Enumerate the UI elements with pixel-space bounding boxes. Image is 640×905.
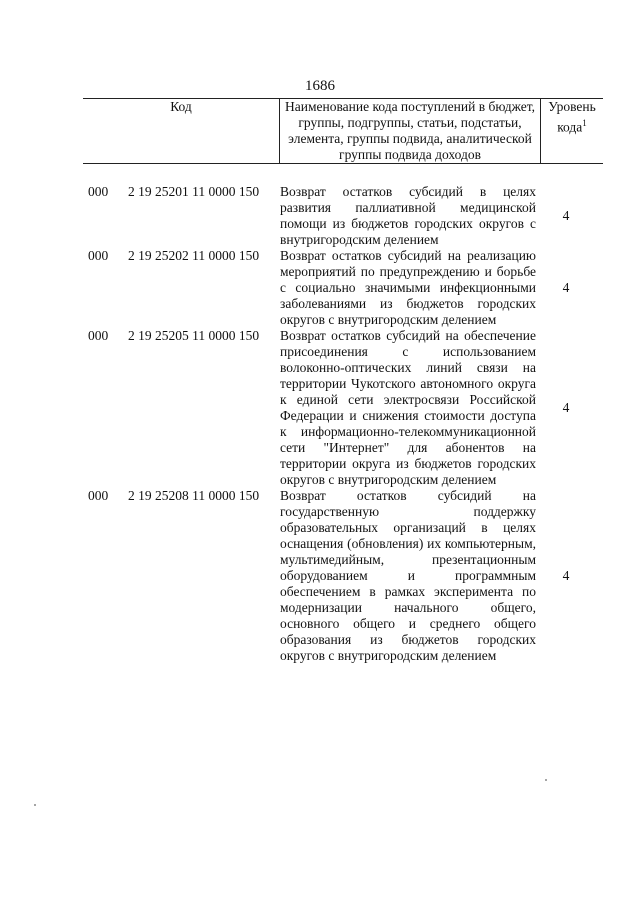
admin-code: 000	[88, 184, 109, 199]
income-code: 2 19 25205 11 0000 150	[128, 328, 260, 343]
table-row	[0, 248, 640, 328]
income-description: Возврат остатков субсидий на реализацию мероприятий по предупреждению и борьбе с социально значимыми инфекционными заболеваниями из бюджетов городских округов с внутригородским делением	[280, 248, 536, 327]
income-code: 2 19 25201 11 0000 150	[128, 184, 260, 199]
table-row	[0, 488, 640, 664]
table-body	[0, 184, 640, 664]
code-level: 4	[562, 208, 570, 223]
table-row	[0, 328, 640, 488]
income-code: 2 19 25208 11 0000 150	[128, 488, 260, 503]
page-number: 1686	[305, 78, 335, 94]
code-level: 4	[562, 400, 570, 415]
scan-speck	[34, 804, 36, 806]
income-description: Возврат остатков субсидий в целях развития паллиативной медицинской помощи из бюджетов городских округов с внутригородским делением	[280, 184, 536, 247]
admin-code: 000	[88, 328, 109, 343]
admin-code: 000	[88, 488, 109, 503]
income-code: 2 19 25202 11 0000 150	[128, 248, 260, 263]
code-level: 4	[562, 568, 570, 583]
income-description: Возврат остатков субсидий на обеспечение присоединения с использованием волоконно-оптических линий связи на территории Чукотского автономного округа к единой сети электросвязи Российской Федерации и снижения стоимости доступа к информационно-телекоммуникационной сети "Интернет" для абонентов на территории округа из бюджетов городских округов с внутригородским делением	[280, 328, 536, 487]
admin-code: 000	[88, 248, 109, 263]
header-name	[280, 99, 541, 164]
code-level: 4	[562, 280, 570, 295]
header-code	[83, 99, 280, 164]
scan-speck	[545, 779, 547, 781]
table-header	[83, 98, 603, 164]
header-level	[541, 99, 604, 164]
table-row	[0, 184, 640, 248]
header-level-label: Уровень кода	[548, 99, 596, 135]
header-level-footnote: 1	[582, 118, 587, 128]
income-description: Возврат остатков субсидий на государственную поддержку образовательных организаций в целях оснащения (обновления) их компьютерным, мультимедийным, презентационным оборудованием и программным обеспечением в рамках эксперимента по модернизации начального общего, основного общего и среднего общего образования из бюджетов городских округов с внутригородским делением	[280, 488, 536, 663]
header-name-label: Наименование кода поступлений в бюджет, группы, подгруппы, статьи, подстатьи, элемента, группы подвида, аналитической группы подвида доходов	[284, 99, 535, 162]
header-code-label: Код	[170, 99, 192, 114]
